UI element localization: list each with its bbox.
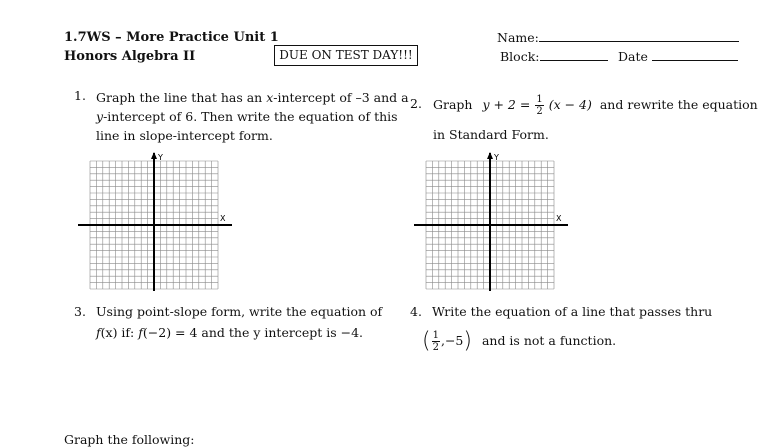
p1-y-var: y [96, 109, 104, 124]
x-axis-label: X [556, 214, 562, 223]
section-heading-partial: Graph the following: [64, 432, 195, 447]
due-box [274, 45, 418, 66]
coordinate-grid-1[interactable] [76, 151, 246, 291]
p1-line1a: Graph the line that has an [96, 90, 267, 105]
problem-3-line2 [96, 325, 363, 340]
y-axis-label: Y [158, 153, 163, 162]
p2-frac-den: 2 [536, 106, 543, 117]
p4-open-paren: ( [422, 328, 431, 354]
p3-f1-arg: (x) [100, 325, 118, 340]
name-blank[interactable] [539, 41, 739, 42]
due-text: DUE ON TEST DAY!!! [279, 48, 413, 62]
p4-close-paren: ) [463, 328, 472, 354]
p1-line1c: -intercept of –3 and a [273, 90, 409, 105]
p3-f2-arg: (−2) = 4 [142, 325, 198, 340]
problem-3-line1: Using point-slope form, write the equation of [96, 304, 383, 319]
p2-lead: Graph [433, 97, 473, 112]
p3-f1: f [96, 325, 101, 340]
p1-x-var: x [266, 90, 274, 105]
p4-frac-num: 1 [432, 330, 439, 341]
date-field[interactable] [618, 49, 738, 64]
block-blank[interactable] [540, 60, 608, 61]
p2-frac-num: 1 [536, 94, 543, 105]
date-label: Date [618, 49, 648, 64]
p1-line2b: -intercept of 6. Then write the equation of this [103, 109, 398, 124]
block-field[interactable] [500, 49, 608, 64]
p2-tail: and rewrite the equation [599, 97, 758, 112]
course-name: Honors Algebra II [64, 49, 196, 64]
y-axis-arrow [487, 152, 493, 159]
p4-tail: and is not a function. [481, 333, 617, 348]
problem-1-number: 1. [74, 88, 86, 103]
problem-2-number: 2. [410, 96, 422, 111]
p2-fraction [535, 94, 543, 117]
problem-2-line2: in Standard Form. [433, 127, 549, 142]
x-axis-label: X [220, 214, 226, 223]
p3-f2: f [138, 325, 143, 340]
worksheet-title: 1.7WS – More Practice Unit 1 [64, 30, 279, 45]
problem-3-number: 3. [74, 304, 86, 319]
problem-4-number: 4. [410, 304, 422, 319]
name-label: Name: [497, 30, 539, 45]
p2-eq-left: y + 2 = [482, 97, 531, 112]
problem-4-point [422, 326, 616, 356]
problem-1-text [96, 88, 409, 145]
block-label: Block: [500, 49, 540, 64]
p1-line3: line in slope-intercept form. [96, 128, 273, 143]
problem-4-line1: Write the equation of a line that passes thru [432, 304, 713, 319]
name-field[interactable] [497, 30, 739, 45]
y-axis-label: Y [494, 153, 499, 162]
coordinate-grid-2[interactable] [412, 151, 582, 291]
p3-if: if: [117, 325, 139, 340]
y-axis-arrow [151, 152, 157, 159]
date-blank[interactable] [652, 60, 738, 61]
p4-fraction [432, 330, 440, 353]
p3-tail: and the y intercept is −4. [197, 325, 364, 340]
problem-2-line1 [433, 90, 758, 120]
p4-point-rest: ,−5 [440, 333, 464, 348]
p2-eq-right: (x − 4) [548, 97, 592, 112]
p4-frac-den: 2 [432, 342, 439, 353]
